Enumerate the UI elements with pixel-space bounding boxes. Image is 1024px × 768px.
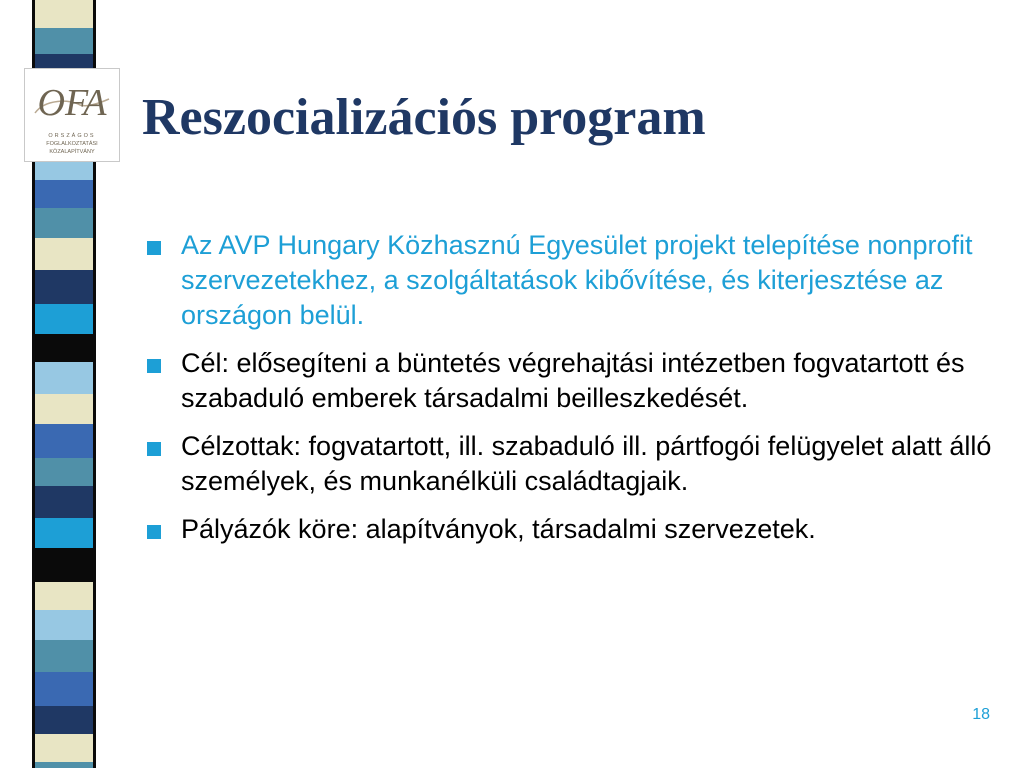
stripe-segment [32, 394, 96, 424]
square-bullet-icon [147, 359, 161, 373]
square-bullet-icon [147, 525, 161, 539]
stripe-segment [32, 548, 96, 582]
stripe-segment [32, 486, 96, 518]
stripe-segment [32, 28, 96, 54]
square-bullet-icon [147, 241, 161, 255]
stripe-segment [32, 640, 96, 672]
stripe-segment [32, 458, 96, 486]
stripe-segment [32, 762, 96, 768]
stripe-segment [32, 362, 96, 394]
bullet-item-2 [146, 346, 996, 416]
ofa-logo-graphic [25, 69, 119, 161]
stripe-segment [32, 270, 96, 304]
bullet-text-1: Az AVP Hungary Közhasznú Egyesület projekt telepítése nonprofit szervezetekhez, a szolgáltatások kibővítése, és kiterjesztése az országon belül. [181, 230, 973, 330]
bullet-item-1 [146, 228, 996, 333]
stripe-segment [32, 706, 96, 734]
bullet-item-3 [146, 429, 996, 499]
bullet-text-3: Célzottak: fogvatartott, ill. szabaduló ill. pártfogói felügyelet alatt álló személyek, és munkanélküli családtagjaik. [181, 431, 992, 496]
stripe-segment [32, 334, 96, 362]
stripe-segment [32, 424, 96, 458]
bullet-list [146, 228, 996, 560]
stripe-segment [32, 238, 96, 270]
ofa-logo-caption-2: FOGLALKOZTATÁSI [46, 141, 98, 147]
bullet-text-4: Pályázók köre: alapítványok, társadalmi szervezetek. [181, 514, 816, 544]
stripe-segment [32, 672, 96, 706]
bullet-item-4 [146, 512, 996, 547]
ofa-logo [24, 68, 120, 162]
page-number: 18 [972, 706, 990, 723]
stripe-segment [32, 610, 96, 640]
stripe-segment [32, 208, 96, 238]
stripe-segment [32, 518, 96, 548]
ofa-logo-letters: OFA [37, 82, 107, 124]
slide-title: Reszocializációs program [142, 89, 706, 146]
stripe-segment [32, 304, 96, 334]
stripe-segment [32, 582, 96, 610]
square-bullet-icon [147, 442, 161, 456]
stripe-segment [32, 0, 96, 28]
ofa-logo-caption-3: KÖZALAPÍTVÁNY [49, 149, 95, 155]
bullet-text-2: Cél: elősegíteni a büntetés végrehajtási intézetben fogvatartott és szabaduló emberek társadalmi beilleszkedését. [181, 348, 965, 413]
stripe-segment [32, 734, 96, 762]
stripe-segment [32, 180, 96, 208]
ofa-logo-caption-1: ORSZÁGOS [48, 133, 96, 139]
